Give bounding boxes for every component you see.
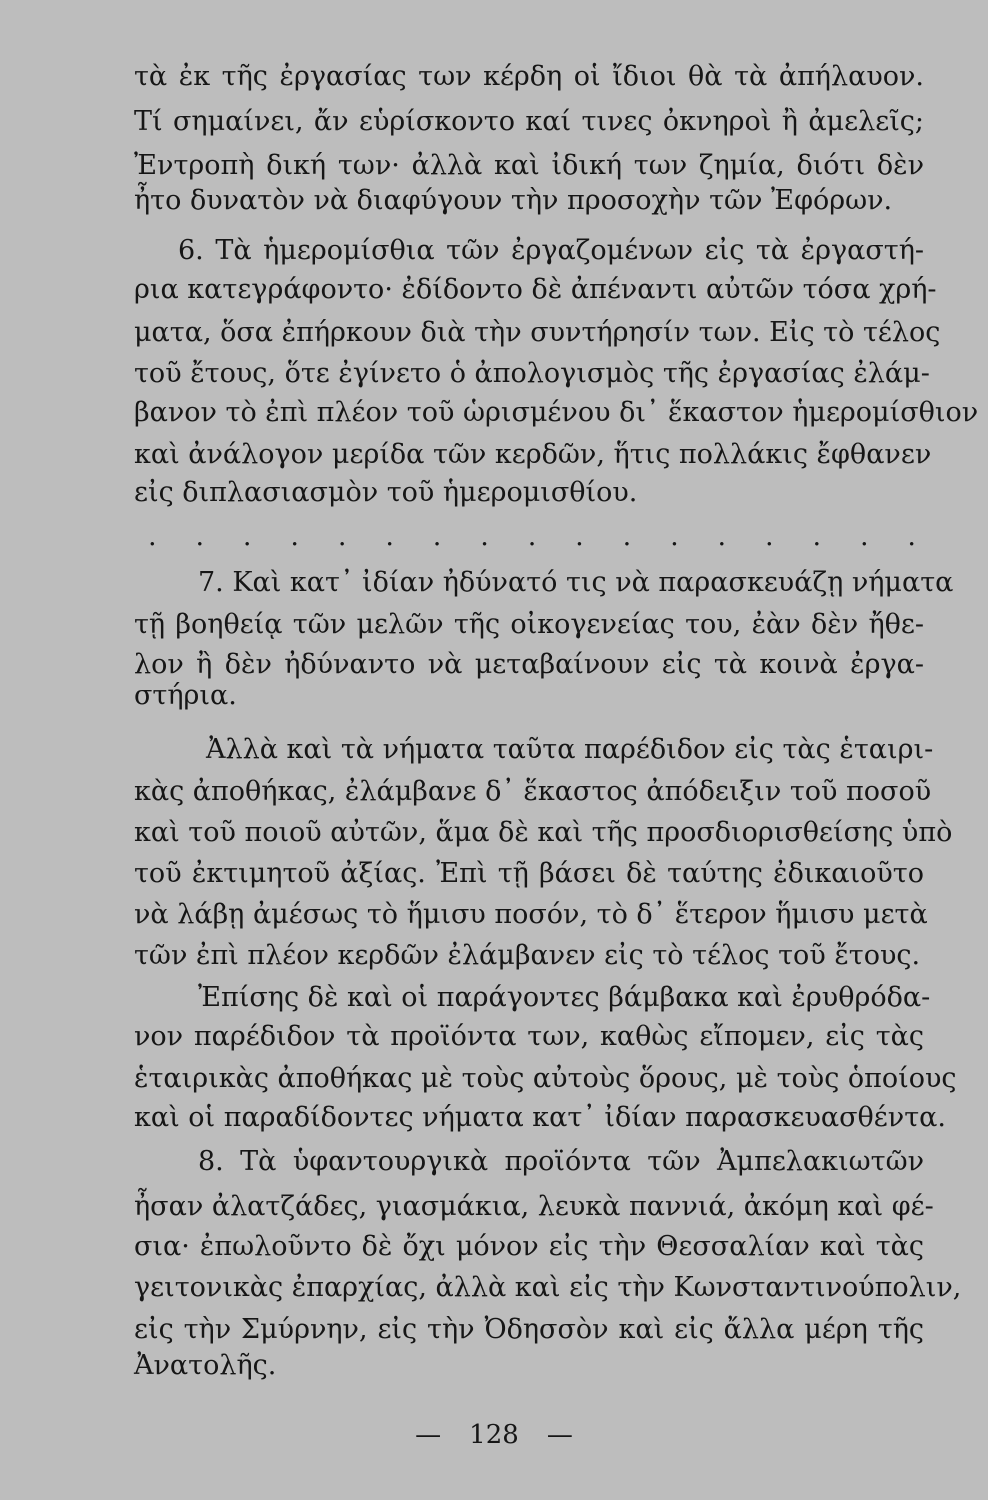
text-line-1: τὰ ἐκ τῆς ἐργασίας των κέρδη οἱ ἴδιοι θὰ τὰ ἀπήλαυον. [134,61,924,92]
text-line-9: βανον τὸ ἐπὶ πλέον τοῦ ὡρισμένου δι᾽ ἕκαστον ἡμερομίσθιον [134,397,979,428]
text-line-17: κὰς ἀποθήκας, ἐλάμβανε δ᾽ ἕκαστος ἀπόδειξιν τοῦ ποσοῦ [134,776,932,807]
text-line-27: ἦσαν ἀλατζάδες, γιασμάκια, λευκὰ παννιά, ἀκόμη καὶ φέ- [134,1191,934,1222]
text-line-20: νὰ λάβῃ ἀμέσως τὸ ἥμισυ ποσόν, τὸ δ᾽ ἕτερον ἥμισυ μετὰ [134,899,928,930]
text-line-14: λον ἢ δὲν ἠδύναντο νὰ μεταβαίνουν εἰς τὰ κοινὰ ἐργα- [134,649,924,680]
text-line-10: καὶ ἀνάλογον μερίδα τῶν κερδῶν, ἥτις πολλάκις ἔφθανεν [134,439,932,470]
text-line-5: 6. Τὰ ἡμερομίσθια τῶν ἐργαζομένων εἰς τὰ ἐργαστή- [178,235,924,266]
text-line-4: ἦτο δυνατὸν νὰ διαφύγουν τὴν προσοχὴν τῶν Ἐφόρων. [134,185,893,216]
ellipsis-separator: . . . . . . . . . . . . . . . . . [148,521,918,552]
text-line-26: 8. Τὰ ὑφαντουργικὰ προϊόντα τῶν Ἀμπελακιωτῶν [198,1146,924,1177]
text-line-3: Ἐντροπὴ δική των· ἀλλὰ καὶ ἰδική των ζημία, διότι δὲν [134,150,924,181]
text-line-16: Ἀλλὰ καὶ τὰ νήματα ταῦτα παρέδιδον εἰς τὰς ἑταιρι- [206,734,934,765]
text-line-31: Ἀνατολῆς. [134,1350,277,1381]
text-line-18: καὶ τοῦ ποιοῦ αὐτῶν, ἅμα δὲ καὶ τῆς προσδιορισθείσης ὑπὸ [134,817,953,848]
text-line-15: στήρια. [134,680,237,711]
text-line-6: ρια κατεγράφοντο· ἐδίδοντο δὲ ἀπέναντι αὐτῶν τόσα χρή- [134,274,937,305]
page-number: 128 [469,1420,519,1450]
text-line-22: Ἐπίσης δὲ καὶ οἱ παράγοντες βάμβακα καὶ ἐρυθρόδα- [198,982,931,1013]
text-line-29: γειτονικὰς ἐπαρχίας, ἀλλὰ καὶ εἰς τὴν Κωνσταντινούπολιν, [134,1272,962,1303]
text-line-13: τῇ βοηθείᾳ τῶν μελῶν τῆς οἰκογενείας του, ἐὰν δὲν ἤθε- [134,609,924,640]
text-line-19: τοῦ ἐκτιμητοῦ ἀξίας. Ἐπὶ τῇ βάσει δὲ ταύτης ἐδικαιοῦτο [134,858,924,889]
dash-left: — [415,1420,442,1450]
text-line-2: Τί σημαίνει, ἄν εὑρίσκοντο καί τινες ὀκνηροὶ ἢ ἀμελεῖς; [134,106,924,137]
text-line-28: σια· ἐπωλοῦντο δὲ ὄχι μόνον εἰς τὴν Θεσσαλίαν καὶ τὰς [134,1231,924,1262]
text-line-24: ἑταιρικὰς ἀποθήκας μὲ τοὺς αὐτοὺς ὅρους, μὲ τοὺς ὁποίους [134,1063,957,1094]
text-line-25: καὶ οἱ παραδίδοντες νήματα κατ᾽ ἰδίαν παρασκευασθέντα. [134,1102,946,1133]
text-line-12: 7. Καὶ κατ᾽ ἰδίαν ἠδύνατό τις νὰ παρασκευάζῃ νήματα [198,567,954,598]
text-line-7: ματα, ὅσα ἐπήρκουν διὰ τὴν συντήρησίν των. Εἰς τὸ τέλος [134,317,941,348]
text-line-23: νον παρέδιδον τὰ προϊόντα των, καθὼς εἴπομεν, εἰς τὰς [134,1021,924,1052]
page-number-footer [0,1418,988,1452]
text-line-11: εἰς διπλασιασμὸν τοῦ ἡμερομισθίου. [134,477,638,508]
text-line-30: εἰς τὴν Σμύρνην, εἰς τὴν Ὀδησσὸν καὶ εἰς ἄλλα μέρη τῆς [134,1314,924,1345]
text-line-21: τῶν ἐπὶ πλέον κερδῶν ἐλάμβανεν εἰς τὸ τέλος τοῦ ἔτους. [134,940,921,971]
text-line-8: τοῦ ἔτους, ὅτε ἐγίνετο ὁ ἀπολογισμὸς τῆς ἐργασίας ἐλάμ- [134,358,930,389]
dash-right: — [546,1420,573,1450]
